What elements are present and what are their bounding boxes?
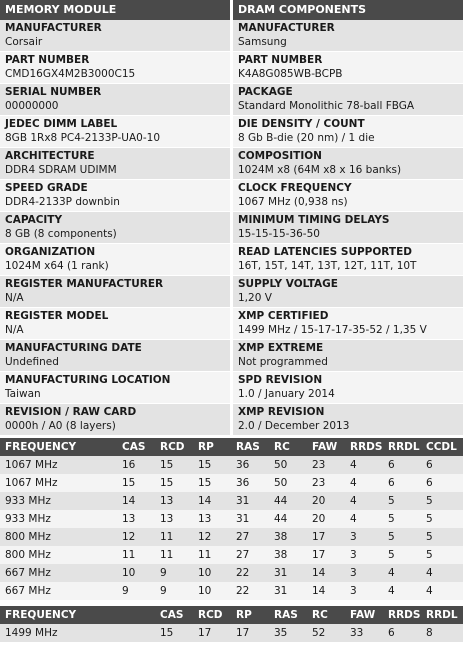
info-row [0,212,463,244]
table-cell: 6 [383,456,421,474]
field-label: REGISTER MANUFACTURER [5,278,164,290]
memory-module-field [0,212,230,243]
info-rows [0,20,463,436]
table-cell: 20 [307,510,345,528]
table-cell: 50 [269,456,307,474]
jedec-table-row [0,582,463,600]
table-cell: 9 [155,564,193,582]
column-header: RAS [269,606,307,624]
table-cell: 33 [345,624,383,642]
memory-module-field [0,244,230,275]
table-cell: 4 [345,474,383,492]
table-cell: 4 [421,564,463,582]
table-cell: 13 [155,492,193,510]
column-header: CAS [155,606,193,624]
dram-component-field [233,180,463,211]
field-label: JEDEC DIMM LABEL [5,118,118,130]
info-row [0,372,463,404]
column-header: RRDL [421,606,463,624]
table-cell: 5 [383,492,421,510]
field-label: PART NUMBER [238,54,323,66]
jedec-table-row [0,492,463,510]
field-label: ORGANIZATION [5,246,96,258]
table-cell: 5 [421,546,463,564]
field-value: 15-15-15-36-50 [238,228,320,240]
dram-component-field [233,84,463,115]
field-label: ARCHITECTURE [5,150,95,162]
table-cell: 667 MHz [0,564,117,582]
column-header: FREQUENCY [0,606,155,624]
info-row [0,404,463,436]
table-cell: 4 [345,456,383,474]
dram-component-field [233,20,463,51]
field-label: SPD REVISION [238,374,323,386]
dram-component-field [233,404,463,435]
field-value: 1067 MHz (0,938 ns) [238,196,348,208]
table-cell: 36 [231,474,269,492]
field-value: 1,20 V [238,292,272,304]
table-cell: 14 [307,564,345,582]
table-cell: 13 [117,510,155,528]
field-value: CMD16GX4M2B3000C15 [5,68,136,80]
field-value: 0000h / A0 (8 layers) [5,420,116,432]
memory-module-field [0,116,230,147]
field-value: Samsung [238,36,287,48]
table-cell: 11 [155,528,193,546]
table-cell: 15 [155,474,193,492]
table-cell: 27 [231,528,269,546]
table-cell: 11 [117,546,155,564]
field-value: 1.0 / January 2014 [238,388,335,400]
table-cell: 4 [345,492,383,510]
column-header: CCDL [421,438,463,456]
field-label: MANUFACTURING LOCATION [5,374,171,386]
table-cell: 31 [269,564,307,582]
table-cell: 5 [383,546,421,564]
section-header-row [0,0,463,20]
memory-module-field [0,404,230,435]
field-value: N/A [5,292,24,304]
memory-module-field [0,372,230,403]
table-cell: 4 [345,510,383,528]
info-row [0,340,463,372]
table-cell: 10 [193,564,231,582]
memory-module-field [0,20,230,51]
table-cell: 5 [383,528,421,546]
table-cell: 15 [155,456,193,474]
column-header: FAW [307,438,345,456]
table-cell: 10 [193,582,231,600]
column-header: RRDL [383,438,421,456]
column-header: RC [307,606,345,624]
table-cell: 50 [269,474,307,492]
dram-component-field [233,52,463,83]
xmp-timing-table [0,606,463,642]
table-cell: 9 [155,582,193,600]
field-value: 1024M x64 (1 rank) [5,260,109,272]
info-row [0,52,463,84]
table-cell: 3 [345,564,383,582]
table-cell: 22 [231,582,269,600]
table-cell: 14 [117,492,155,510]
table-cell: 17 [231,624,269,642]
memory-module-field [0,148,230,179]
table-cell: 9 [117,582,155,600]
field-value: DDR4-2133P downbin [5,196,120,208]
field-label: CAPACITY [5,214,63,226]
dram-component-field [233,308,463,339]
table-cell: 5 [421,510,463,528]
xmp-header-row [0,606,463,624]
table-cell: 4 [383,564,421,582]
table-cell: 12 [117,528,155,546]
column-header: RC [269,438,307,456]
memory-module-field [0,180,230,211]
table-cell: 1499 MHz [0,624,155,642]
jedec-table-row [0,474,463,492]
table-cell: 35 [269,624,307,642]
column-header: RRDS [345,438,383,456]
field-label: PACKAGE [238,86,293,98]
table-cell: 5 [421,528,463,546]
table-cell: 36 [231,456,269,474]
dram-component-field [233,340,463,371]
field-value: Not programmed [238,356,328,368]
field-value: 8 Gb B-die (20 nm) / 1 die [238,132,375,144]
field-label: MANUFACTURING DATE [5,342,142,354]
table-cell: 8 [421,624,463,642]
table-cell: 4 [383,582,421,600]
dram-component-field [233,276,463,307]
table-cell: 23 [307,474,345,492]
field-value: Standard Monolithic 78-ball FBGA [238,100,415,112]
column-header: RRDS [383,606,421,624]
table-cell: 12 [193,528,231,546]
column-header: FREQUENCY [0,438,117,456]
field-label: XMP EXTREME [238,342,324,354]
field-value: Corsair [5,36,43,48]
table-cell: 3 [345,528,383,546]
field-label: SUPPLY VOLTAGE [238,278,338,290]
field-label: XMP REVISION [238,406,325,418]
table-cell: 31 [269,582,307,600]
memory-module-field [0,84,230,115]
field-label: CLOCK FREQUENCY [238,182,352,194]
dram-component-field [233,212,463,243]
table-cell: 31 [231,510,269,528]
jedec-table-row [0,546,463,564]
table-cell: 27 [231,546,269,564]
info-row [0,116,463,148]
field-label: COMPOSITION [238,150,322,162]
table-cell: 933 MHz [0,510,117,528]
jedec-table-row [0,456,463,474]
xmp-table-row [0,624,463,642]
column-header: RCD [155,438,193,456]
field-label: READ LATENCIES SUPPORTED [238,246,412,258]
table-cell: 15 [193,474,231,492]
table-cell: 16 [117,456,155,474]
dram-component-field [233,244,463,275]
field-value: K4A8G085WB-BCPB [238,68,343,80]
field-value: 1024M x8 (64M x8 x 16 banks) [238,164,402,176]
memory-module-field [0,276,230,307]
jedec-table-row [0,510,463,528]
table-cell: 5 [383,510,421,528]
table-cell: 15 [193,456,231,474]
table-cell: 17 [307,546,345,564]
field-label: MANUFACTURER [5,22,102,34]
column-header: RP [193,438,231,456]
field-value: 2.0 / December 2013 [238,420,350,432]
table-cell: 6 [383,624,421,642]
field-value: DDR4 SDRAM UDIMM [5,164,117,176]
table-cell: 1067 MHz [0,456,117,474]
table-cell: 10 [117,564,155,582]
memory-module-header: MEMORY MODULE [0,0,230,20]
field-label: REVISION / RAW CARD [5,406,137,418]
info-row [0,276,463,308]
info-row [0,20,463,52]
memory-module-field [0,52,230,83]
field-label: MINIMUM TIMING DELAYS [238,214,390,226]
field-value: Taiwan [5,388,41,400]
column-header: RAS [231,438,269,456]
table-cell: 38 [269,546,307,564]
table-cell: 22 [231,564,269,582]
table-cell: 6 [421,456,463,474]
table-cell: 20 [307,492,345,510]
table-cell: 38 [269,528,307,546]
table-cell: 11 [155,546,193,564]
field-value: Undefined [5,356,59,368]
jedec-timing-table [0,438,463,600]
table-cell: 17 [307,528,345,546]
jedec-header-row [0,438,463,456]
table-cell: 800 MHz [0,528,117,546]
column-header: CAS [117,438,155,456]
dram-components-header: DRAM COMPONENTS [233,0,463,20]
table-cell: 3 [345,582,383,600]
info-row [0,84,463,116]
field-value: 1499 MHz / 15-17-17-35-52 / 1,35 V [238,324,427,336]
table-cell: 667 MHz [0,582,117,600]
jedec-table-row [0,564,463,582]
table-cell: 5 [421,492,463,510]
dram-component-field [233,116,463,147]
table-cell: 31 [231,492,269,510]
field-label: SERIAL NUMBER [5,86,102,98]
info-row [0,148,463,180]
table-cell: 6 [421,474,463,492]
field-value: 8 GB (8 components) [5,228,117,240]
info-row [0,244,463,276]
table-cell: 44 [269,492,307,510]
table-cell: 4 [421,582,463,600]
info-row [0,180,463,212]
table-cell: 13 [193,510,231,528]
field-value: N/A [5,324,24,336]
table-cell: 11 [193,546,231,564]
memory-module-field [0,308,230,339]
dram-component-field [233,148,463,179]
field-value: 16T, 15T, 14T, 13T, 12T, 11T, 10T [238,260,417,272]
info-row [0,308,463,340]
column-header: FAW [345,606,383,624]
table-cell: 14 [307,582,345,600]
table-cell: 52 [307,624,345,642]
table-cell: 13 [155,510,193,528]
column-header: RP [231,606,269,624]
column-header: RCD [193,606,231,624]
table-cell: 44 [269,510,307,528]
memory-module-field [0,340,230,371]
table-cell: 17 [193,624,231,642]
field-label: MANUFACTURER [238,22,335,34]
dram-component-field [233,372,463,403]
table-cell: 933 MHz [0,492,117,510]
table-cell: 3 [345,546,383,564]
field-label: XMP CERTIFIED [238,310,329,322]
table-cell: 800 MHz [0,546,117,564]
table-cell: 6 [383,474,421,492]
field-label: DIE DENSITY / COUNT [238,118,365,130]
field-value: 8GB 1Rx8 PC4-2133P-UA0-10 [5,132,161,144]
table-cell: 1067 MHz [0,474,117,492]
jedec-table-row [0,528,463,546]
field-label: PART NUMBER [5,54,90,66]
table-cell: 14 [193,492,231,510]
table-cell: 23 [307,456,345,474]
table-cell: 15 [155,624,193,642]
table-cell: 15 [117,474,155,492]
field-label: SPEED GRADE [5,182,88,194]
field-label: REGISTER MODEL [5,310,109,322]
field-value: 00000000 [5,100,59,112]
